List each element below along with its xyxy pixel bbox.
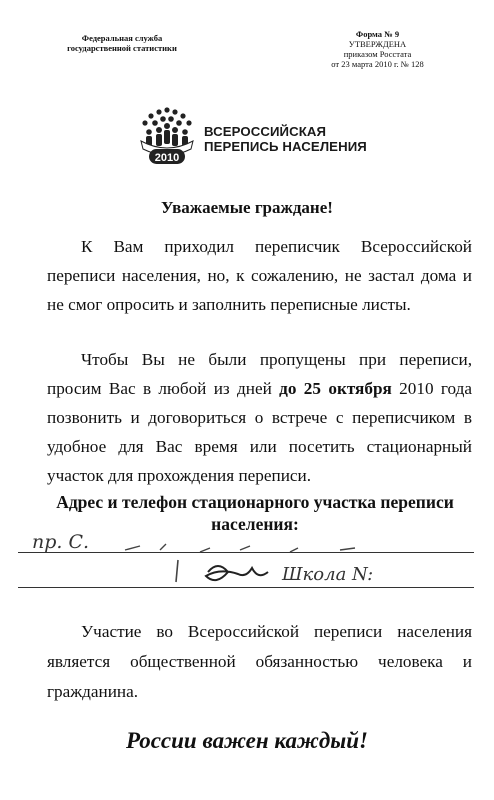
participation-text: Участие во Всероссийской переписи населения является общественной обязанностью человека и гражданина. [47,622,472,701]
logo-wordmark [204,124,367,154]
logo-line-1: ВСЕРОССИЙСКАЯ [204,124,327,139]
paragraph-request-text-b: 2010 года позвонить и договориться о встрече с переписчиком в удобное для Вас время или посетить стационарный участок для прохождения переписи. [47,379,472,485]
form-approval-block [300,29,455,69]
paragraph-visit-text: К Вам приходил переписчик Всероссийской переписи населения, но, к сожалению, не застал дома и не смог опросить и заполнить переписные листы. [47,237,472,314]
deadline-date: до 25 октября [279,379,392,398]
participation-paragraph [47,617,472,707]
paragraph-request [47,345,472,490]
handwritten-address-2: Школа N: [282,564,374,585]
agency-name [47,33,197,53]
handwritten-address-1: пр. С. [32,531,90,553]
form-approved: УТВЕРЖДЕНА [348,39,407,49]
paragraph-request-text-a: Чтобы Вы не были пропущены при переписи, просим Вас в любой из дней [47,350,472,398]
logo-year: 2010 [154,152,180,164]
handwriting-scribble [120,538,370,588]
slogan: России важен каждый! [125,728,368,753]
census-logo-icon [137,105,197,167]
form-date: от 23 марта 2010 г. № 128 [331,59,424,69]
greeting: Уважаемые граждане! [161,198,333,217]
address-heading: Адрес и телефон стационарного участка переписи населения: [56,492,454,534]
census-logo [137,105,197,172]
agency-line-2: государственной статистики [67,43,177,53]
form-number: Форма № 9 [355,29,400,39]
logo-line-2: ПЕРЕПИСЬ НАСЕЛЕНИЯ [204,139,367,154]
paragraph-visit [47,232,472,319]
agency-line-1: Федеральная служба [81,33,163,43]
form-order: приказом Росстата [343,49,412,59]
